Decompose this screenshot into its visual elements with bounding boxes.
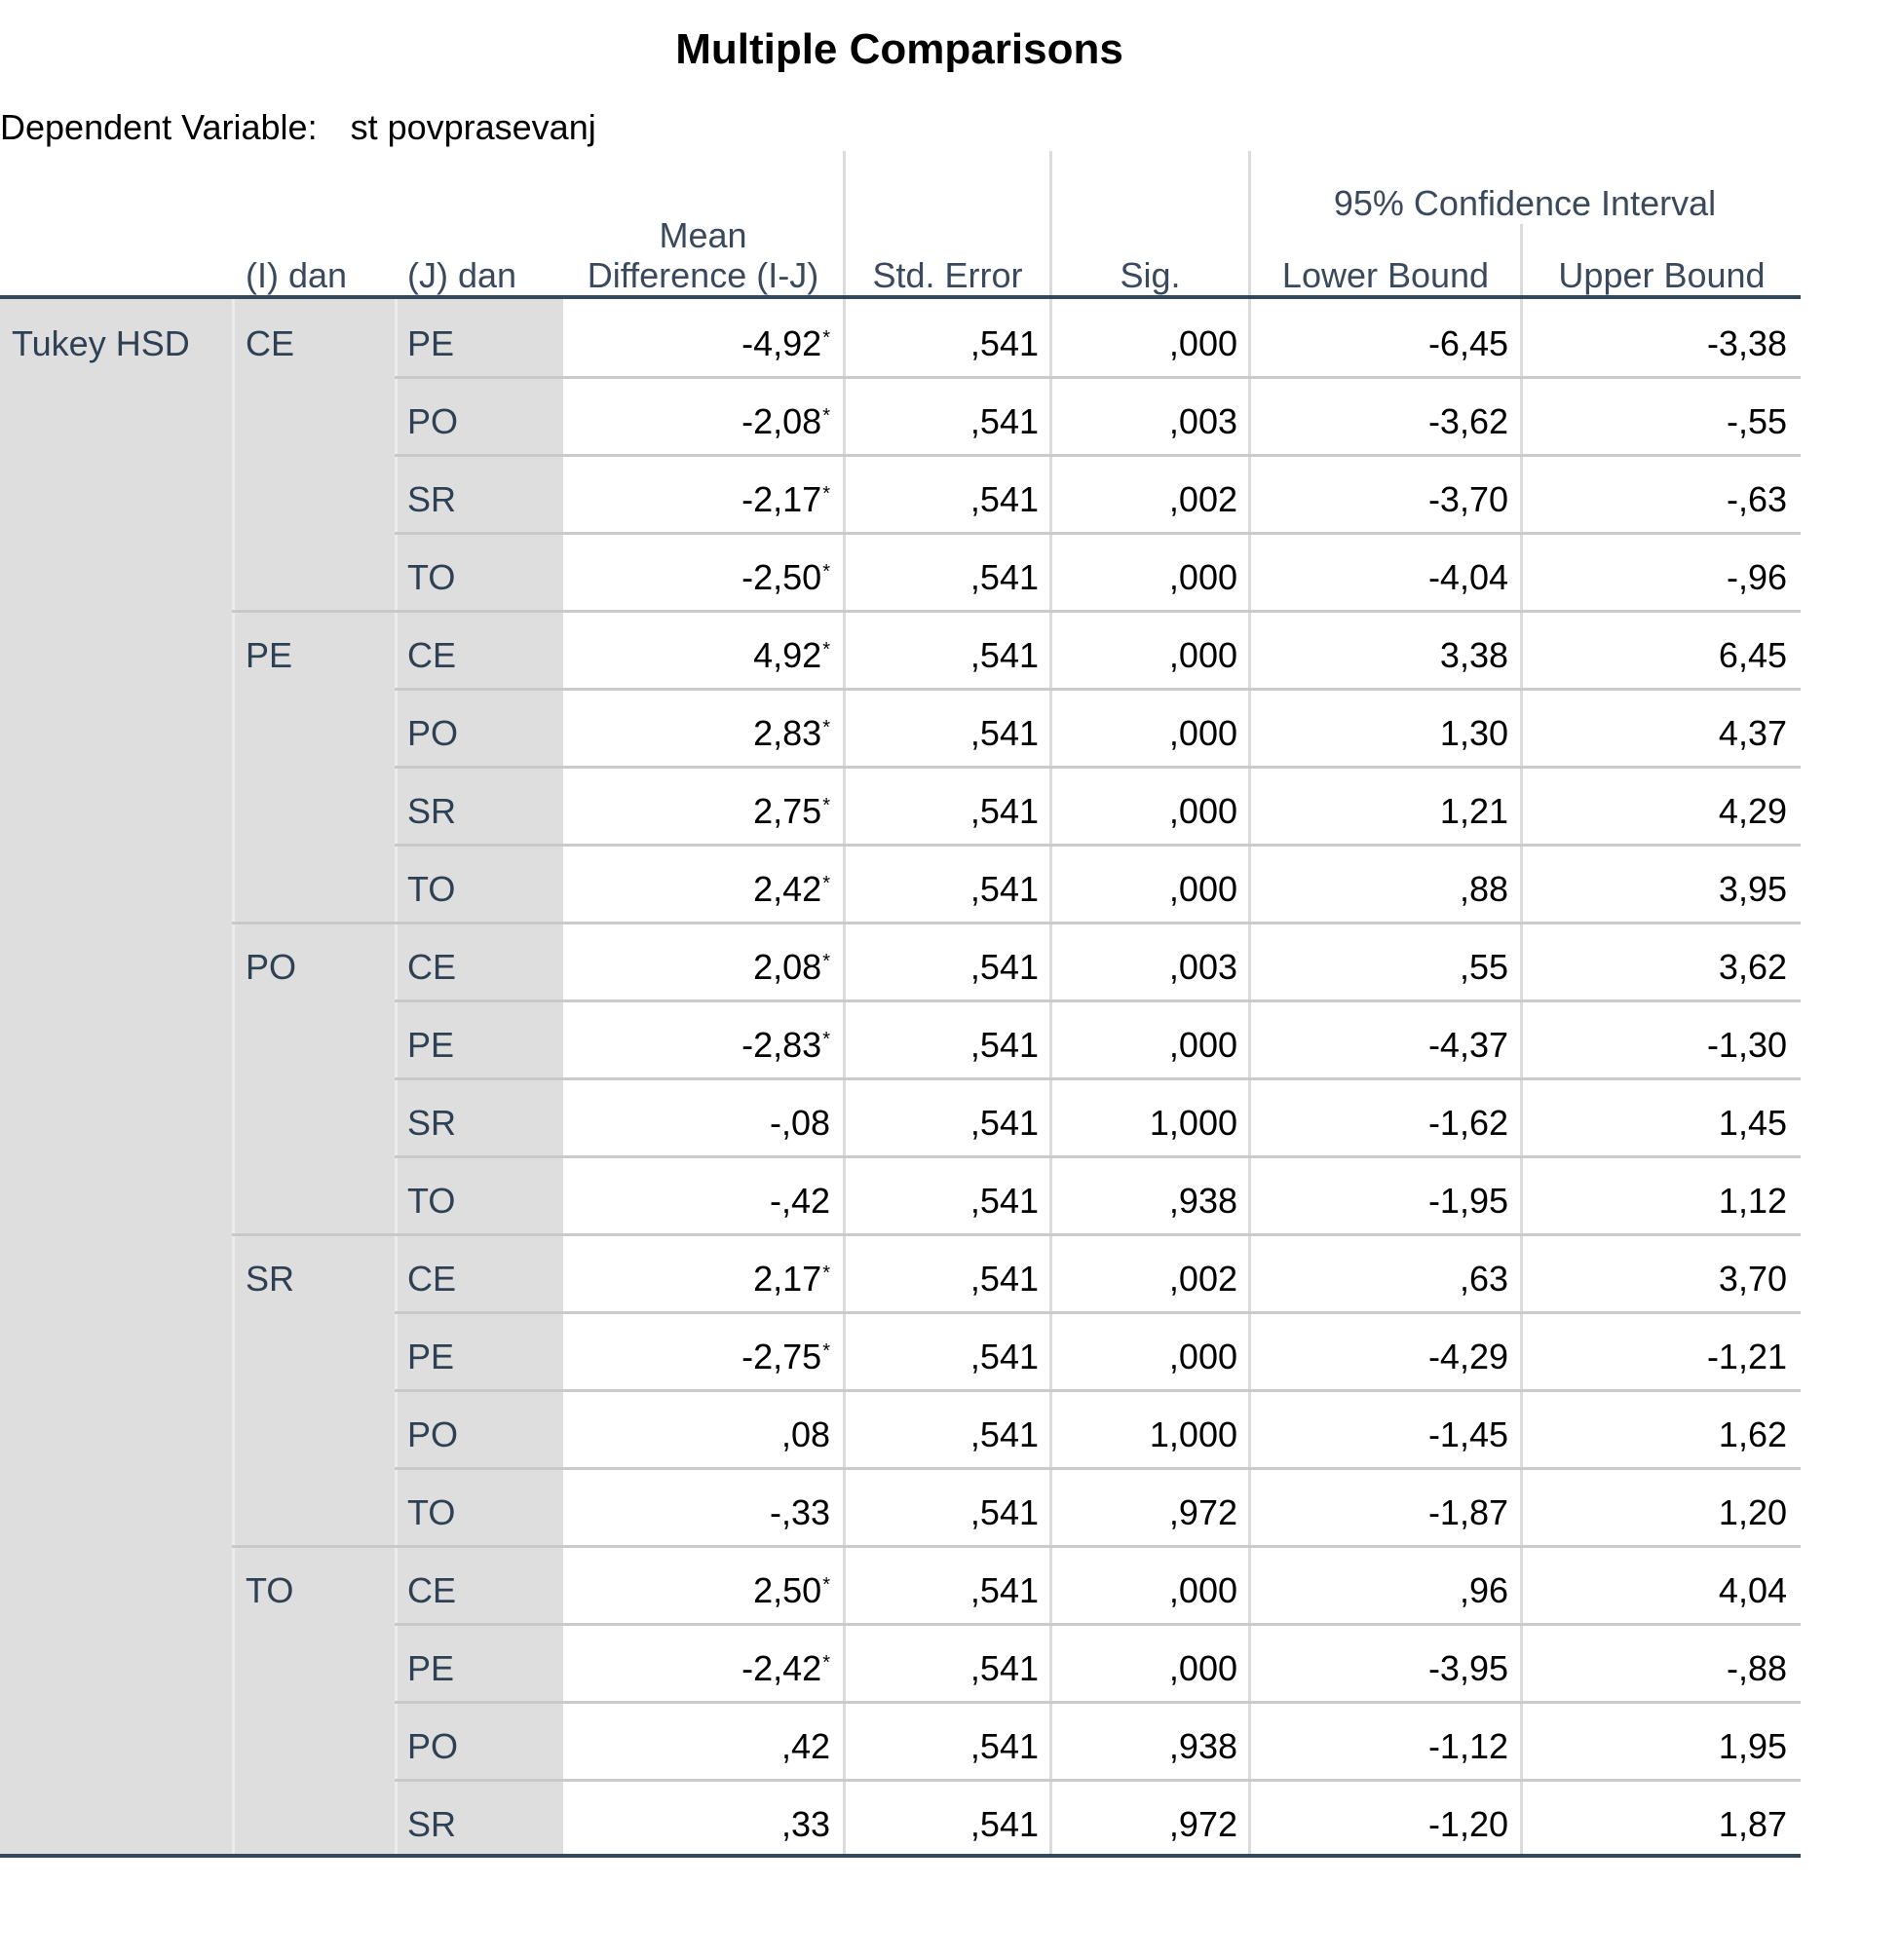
j-dan-label: PE: [407, 1648, 455, 1688]
j-dan-label: SR: [407, 1804, 457, 1844]
lower-bound-cell-value: -1,45: [1427, 1414, 1508, 1454]
mean-difference-cell: [753, 773, 830, 850]
std-error-cell-value: ,541: [969, 1414, 1039, 1454]
mean-difference-cell: [753, 1552, 830, 1630]
row-separator: [395, 1623, 1801, 1626]
mean-difference-cell-value: -2,17: [741, 479, 822, 519]
sig-cell-value: ,000: [1168, 323, 1237, 363]
significance-marker: *: [822, 405, 830, 427]
lower-bound-cell: [1428, 1630, 1508, 1708]
sig-cell-value: ,000: [1168, 713, 1237, 753]
std-error-cell-value: ,541: [969, 1025, 1039, 1065]
sig-cell: [1169, 1162, 1237, 1240]
sig-cell: [1169, 850, 1237, 928]
sig-cell-value: 1,000: [1149, 1414, 1237, 1454]
std-error-cell-value: ,541: [969, 401, 1039, 441]
upper-bound-cell: [1719, 773, 1787, 850]
mean-difference-cell-value: ,42: [780, 1726, 830, 1766]
std-error-cell-value: ,541: [969, 1726, 1039, 1766]
upper-bound-cell: [1727, 539, 1787, 617]
row-separator: [395, 1779, 1801, 1782]
sig-cell-value: 1,000: [1149, 1103, 1237, 1143]
upper-bound-cell: [1719, 617, 1787, 695]
i-dan-label: SR: [246, 1259, 295, 1299]
row-separator: [395, 1155, 1801, 1158]
significance-marker: *: [822, 639, 830, 660]
row-separator: [395, 1701, 1801, 1704]
upper-bound-cell-value: 1,62: [1718, 1414, 1787, 1454]
i-dan-label: CE: [246, 323, 295, 363]
mean-difference-cell: [741, 1630, 830, 1708]
sig-cell-value: ,003: [1168, 947, 1237, 987]
significance-marker: *: [822, 1029, 830, 1050]
header-ci-group: 95% Confidence Interval: [1333, 183, 1717, 223]
mean-difference-cell-value: -2,50: [741, 557, 822, 597]
sig-cell: [1169, 1786, 1237, 1864]
header-rule: [0, 295, 1801, 299]
header-mean-line2: Difference (I-J): [587, 255, 819, 295]
mean-difference-cell-value: -4,92: [741, 323, 822, 363]
std-error-cell: [970, 1318, 1039, 1396]
std-error-cell-value: ,541: [969, 323, 1039, 363]
std-error-cell: [970, 695, 1039, 773]
mean-difference-cell: [753, 850, 830, 928]
lower-bound-cell-value: -1,87: [1427, 1492, 1508, 1532]
sig-cell-value: ,000: [1168, 1337, 1237, 1376]
upper-bound-cell-value: -,96: [1726, 557, 1787, 597]
j-dan-label: TO: [407, 1492, 456, 1532]
group-separator: [232, 610, 1801, 613]
table-bottom-rule: [0, 1854, 1801, 1858]
lower-bound-cell: [1428, 1786, 1508, 1864]
mean-difference-cell: [741, 1006, 830, 1084]
upper-bound-cell-value: -,55: [1726, 401, 1787, 441]
mean-difference-cell-value: -,08: [769, 1103, 830, 1143]
upper-bound-cell: [1707, 1318, 1787, 1396]
std-error-cell-value: ,541: [969, 1337, 1039, 1376]
mean-difference-cell: [770, 1474, 830, 1552]
upper-bound-cell-value: 6,45: [1718, 635, 1787, 675]
upper-bound-cell-value: -1,21: [1706, 1337, 1787, 1376]
lower-bound-cell: [1428, 539, 1508, 617]
significance-marker: *: [822, 1340, 830, 1362]
std-error-cell: [970, 773, 1039, 850]
upper-bound-cell: [1719, 1240, 1787, 1318]
mean-difference-cell-value: ,08: [780, 1414, 830, 1454]
sig-cell: [1150, 1084, 1237, 1162]
j-dan-label: PO: [407, 1726, 459, 1766]
std-error-cell: [970, 1474, 1039, 1552]
lower-bound-cell-value: -4,29: [1427, 1337, 1508, 1376]
sig-cell-value: ,972: [1168, 1804, 1237, 1844]
i-dan-label: TO: [246, 1570, 294, 1610]
std-error-cell-value: ,541: [969, 1804, 1039, 1844]
lower-bound-cell-value: -6,45: [1427, 323, 1508, 363]
j-dan-label: TO: [407, 557, 456, 597]
mean-difference-cell-value: -,33: [769, 1492, 830, 1532]
std-error-cell-value: ,541: [969, 1259, 1039, 1299]
upper-bound-cell: [1719, 1474, 1787, 1552]
sig-cell: [1169, 1006, 1237, 1084]
upper-bound-cell: [1719, 695, 1787, 773]
mean-difference-cell-value: -2,08: [741, 401, 822, 441]
table-title: Multiple Comparisons: [675, 25, 1123, 73]
std-error-cell: [970, 1396, 1039, 1474]
mean-difference-cell-value: 4,92: [753, 635, 822, 675]
significance-marker: *: [822, 795, 830, 816]
std-error-cell-value: ,541: [969, 1492, 1039, 1532]
i-dan-label: PO: [246, 947, 297, 987]
sig-cell-value: ,972: [1168, 1492, 1237, 1532]
mean-difference-cell-value: -2,42: [741, 1648, 822, 1688]
std-error-cell: [970, 383, 1039, 461]
lower-bound-cell: [1428, 461, 1508, 539]
sig-cell: [1169, 1630, 1237, 1708]
std-error-cell: [970, 461, 1039, 539]
sig-cell: [1150, 1396, 1237, 1474]
mean-difference-cell: [781, 1396, 830, 1474]
method-label: Tukey HSD: [12, 323, 190, 363]
lower-bound-cell: [1440, 695, 1508, 773]
mean-difference-cell: [753, 928, 830, 1006]
std-error-cell-value: ,541: [969, 1103, 1039, 1143]
std-error-cell: [970, 305, 1039, 383]
std-error-cell-value: ,541: [969, 1570, 1039, 1610]
j-dan-label: TO: [407, 869, 456, 909]
j-dan-label: TO: [407, 1181, 456, 1221]
upper-bound-cell-value: 1,87: [1718, 1804, 1787, 1844]
upper-bound-cell: [1707, 1006, 1787, 1084]
mean-difference-cell-value: 2,75: [753, 791, 822, 831]
lower-bound-cell: [1428, 1396, 1508, 1474]
sig-cell: [1169, 617, 1237, 695]
upper-bound-cell: [1719, 1552, 1787, 1630]
std-error-cell: [970, 1708, 1039, 1786]
std-error-cell: [970, 1240, 1039, 1318]
row-separator: [395, 1467, 1801, 1470]
lower-bound-cell-value: ,55: [1459, 947, 1508, 987]
j-dan-label: PE: [407, 1025, 455, 1065]
std-error-cell: [970, 850, 1039, 928]
std-error-cell-value: ,541: [969, 635, 1039, 675]
upper-bound-cell: [1719, 850, 1787, 928]
group-separator: [232, 1233, 1801, 1236]
upper-bound-cell-value: 3,70: [1718, 1259, 1787, 1299]
significance-marker: *: [822, 873, 830, 894]
std-error-cell-value: ,541: [969, 791, 1039, 831]
lower-bound-cell: [1460, 850, 1508, 928]
lower-bound-cell-value: -4,37: [1427, 1025, 1508, 1065]
mean-difference-cell-value: ,33: [780, 1804, 830, 1844]
sig-cell: [1169, 1240, 1237, 1318]
sig-cell: [1169, 1708, 1237, 1786]
row-separator: [395, 1077, 1801, 1080]
sig-cell: [1169, 383, 1237, 461]
lower-bound-cell: [1460, 1552, 1508, 1630]
sig-cell-value: ,000: [1168, 557, 1237, 597]
dependent-variable-value: st povprasevanj: [350, 107, 596, 147]
j-dan-label: SR: [407, 479, 457, 519]
lower-bound-cell: [1428, 1474, 1508, 1552]
sig-cell: [1169, 1318, 1237, 1396]
lower-bound-cell-value: ,63: [1459, 1259, 1508, 1299]
row-separator: [395, 688, 1801, 691]
row-separator: [395, 766, 1801, 769]
mean-difference-cell: [770, 1162, 830, 1240]
lower-bound-cell: [1428, 1162, 1508, 1240]
significance-marker: *: [822, 1574, 830, 1596]
header-j-dan: (J) dan: [407, 255, 517, 295]
lower-bound-cell: [1428, 1318, 1508, 1396]
lower-bound-cell-value: -4,04: [1427, 557, 1508, 597]
lower-bound-cell-value: 1,21: [1439, 791, 1508, 831]
j-dan-label: PO: [407, 1414, 459, 1454]
std-error-cell-value: ,541: [969, 947, 1039, 987]
lower-bound-cell-value: 1,30: [1439, 713, 1508, 753]
j-dan-label: SR: [407, 791, 457, 831]
std-error-cell: [970, 617, 1039, 695]
header-mean-line1: Mean: [659, 215, 747, 255]
j-dan-label: PE: [407, 1337, 455, 1376]
upper-bound-cell-value: 3,95: [1718, 869, 1787, 909]
upper-bound-cell: [1719, 1708, 1787, 1786]
sig-cell-value: ,938: [1168, 1181, 1237, 1221]
sig-cell: [1169, 539, 1237, 617]
lower-bound-cell-value: -3,70: [1427, 479, 1508, 519]
upper-bound-cell-value: 4,29: [1718, 791, 1787, 831]
row-separator: [395, 1389, 1801, 1392]
header-lower-bound: Lower Bound: [1281, 255, 1490, 295]
dependent-variable-label: Dependent Variable:: [0, 107, 318, 147]
std-error-cell: [970, 539, 1039, 617]
mean-difference-cell: [753, 1240, 830, 1318]
upper-bound-cell: [1719, 1786, 1787, 1864]
std-error-cell-value: ,541: [969, 1181, 1039, 1221]
group-separator: [232, 922, 1801, 924]
upper-bound-cell-value: 1,12: [1718, 1181, 1787, 1221]
mean-difference-cell: [741, 305, 830, 383]
std-error-cell-value: ,541: [969, 479, 1039, 519]
lower-bound-cell: [1428, 1708, 1508, 1786]
significance-marker: *: [822, 717, 830, 738]
mean-difference-cell-value: -2,83: [741, 1025, 822, 1065]
j-dan-label: CE: [407, 947, 457, 987]
mean-difference-cell: [741, 539, 830, 617]
upper-bound-cell-value: 1,95: [1718, 1726, 1787, 1766]
upper-bound-cell-value: -1,30: [1706, 1025, 1787, 1065]
sig-cell: [1169, 1474, 1237, 1552]
sig-cell-value: ,003: [1168, 401, 1237, 441]
lower-bound-cell-value: -1,12: [1427, 1726, 1508, 1766]
upper-bound-cell: [1727, 461, 1787, 539]
row-separator: [395, 376, 1801, 379]
mean-difference-cell-value: 2,17: [753, 1259, 822, 1299]
group-separator: [232, 1545, 1801, 1548]
upper-bound-cell: [1727, 383, 1787, 461]
upper-bound-cell-value: 4,37: [1718, 713, 1787, 753]
row-separator: [395, 532, 1801, 535]
mean-difference-cell-value: 2,83: [753, 713, 822, 753]
mean-difference-cell-value: 2,42: [753, 869, 822, 909]
mean-difference-cell: [781, 1708, 830, 1786]
j-dan-label: PO: [407, 401, 459, 441]
j-dan-label: CE: [407, 635, 457, 675]
upper-bound-cell: [1707, 305, 1787, 383]
mean-difference-cell: [741, 461, 830, 539]
sig-cell: [1169, 305, 1237, 383]
std-error-cell-value: ,541: [969, 869, 1039, 909]
sig-cell-value: ,938: [1168, 1726, 1237, 1766]
header-std-error: Std. Error: [872, 255, 1023, 295]
sig-cell-value: ,002: [1168, 479, 1237, 519]
lower-bound-cell: [1440, 617, 1508, 695]
sig-cell-value: ,000: [1168, 1648, 1237, 1688]
lower-bound-cell: [1460, 928, 1508, 1006]
sig-cell-value: ,000: [1168, 635, 1237, 675]
i-dan-label: PE: [246, 635, 293, 675]
lower-bound-cell-value: -1,20: [1427, 1804, 1508, 1844]
lower-bound-cell-value: -1,95: [1427, 1181, 1508, 1221]
lower-bound-cell: [1428, 1006, 1508, 1084]
upper-bound-cell: [1719, 1396, 1787, 1474]
std-error-cell: [970, 1084, 1039, 1162]
upper-bound-cell-value: -3,38: [1706, 323, 1787, 363]
std-error-cell: [970, 1006, 1039, 1084]
lower-bound-cell-value: 3,38: [1439, 635, 1508, 675]
std-error-cell: [970, 1162, 1039, 1240]
upper-bound-cell: [1719, 1084, 1787, 1162]
upper-bound-cell: [1719, 928, 1787, 1006]
significance-marker: *: [822, 1263, 830, 1284]
lower-bound-cell-value: -1,62: [1427, 1103, 1508, 1143]
mean-difference-cell: [741, 383, 830, 461]
sig-cell-value: ,002: [1168, 1259, 1237, 1299]
upper-bound-cell-value: -,63: [1726, 479, 1787, 519]
j-dan-label: PO: [407, 713, 459, 753]
lower-bound-cell: [1460, 1240, 1508, 1318]
j-dan-label: SR: [407, 1103, 457, 1143]
sig-cell: [1169, 773, 1237, 850]
std-error-cell-value: ,541: [969, 557, 1039, 597]
std-error-cell-value: ,541: [969, 1648, 1039, 1688]
lower-bound-cell: [1428, 383, 1508, 461]
lower-bound-cell-value: -3,95: [1427, 1648, 1508, 1688]
upper-bound-cell: [1727, 1630, 1787, 1708]
sig-cell: [1169, 461, 1237, 539]
std-error-cell: [970, 928, 1039, 1006]
upper-bound-cell-value: -,88: [1726, 1648, 1787, 1688]
j-dan-label: CE: [407, 1259, 457, 1299]
row-separator: [395, 999, 1801, 1002]
upper-bound-cell-value: 1,20: [1718, 1492, 1787, 1532]
lower-bound-cell: [1440, 773, 1508, 850]
lower-bound-cell-value: -3,62: [1427, 401, 1508, 441]
upper-bound-cell: [1719, 1162, 1787, 1240]
significance-marker: *: [822, 561, 830, 583]
std-error-cell-value: ,541: [969, 713, 1039, 753]
mean-difference-cell-value: 2,50: [753, 1570, 822, 1610]
header-upper-bound: Upper Bound: [1558, 255, 1766, 295]
sig-cell-value: ,000: [1168, 1570, 1237, 1610]
mean-difference-cell: [753, 695, 830, 773]
lower-bound-cell-value: ,96: [1459, 1570, 1508, 1610]
lower-bound-cell: [1428, 1084, 1508, 1162]
row-separator: [395, 454, 1801, 457]
upper-bound-cell-value: 1,45: [1718, 1103, 1787, 1143]
mean-difference-cell-value: -2,75: [741, 1337, 822, 1376]
column-divider: [232, 299, 235, 1854]
mean-difference-cell: [753, 617, 830, 695]
upper-bound-cell-value: 3,62: [1718, 947, 1787, 987]
j-dan-label: PE: [407, 323, 455, 363]
significance-marker: *: [822, 483, 830, 505]
dependent-variable-line: [0, 107, 596, 148]
significance-marker: *: [822, 327, 830, 349]
upper-bound-cell-value: 4,04: [1718, 1570, 1787, 1610]
header-sig: Sig.: [1120, 255, 1181, 295]
j-dan-label: CE: [407, 1570, 457, 1610]
sig-cell: [1169, 928, 1237, 1006]
mean-difference-cell: [770, 1084, 830, 1162]
mean-difference-cell-value: -,42: [769, 1181, 830, 1221]
significance-marker: *: [822, 1652, 830, 1674]
std-error-cell: [970, 1630, 1039, 1708]
lower-bound-cell: [1428, 305, 1508, 383]
lower-bound-cell-value: ,88: [1459, 869, 1508, 909]
mean-difference-cell: [741, 1318, 830, 1396]
sig-cell-value: ,000: [1168, 869, 1237, 909]
row-separator: [395, 844, 1801, 847]
mean-difference-cell-value: 2,08: [753, 947, 822, 987]
sig-cell: [1169, 1552, 1237, 1630]
sig-cell-value: ,000: [1168, 791, 1237, 831]
mean-difference-cell: [781, 1786, 830, 1864]
std-error-cell: [970, 1786, 1039, 1864]
significance-marker: *: [822, 951, 830, 972]
sig-cell-value: ,000: [1168, 1025, 1237, 1065]
sig-cell: [1169, 695, 1237, 773]
row-separator: [395, 1311, 1801, 1314]
header-i-dan: (I) dan: [246, 255, 348, 295]
std-error-cell: [970, 1552, 1039, 1630]
